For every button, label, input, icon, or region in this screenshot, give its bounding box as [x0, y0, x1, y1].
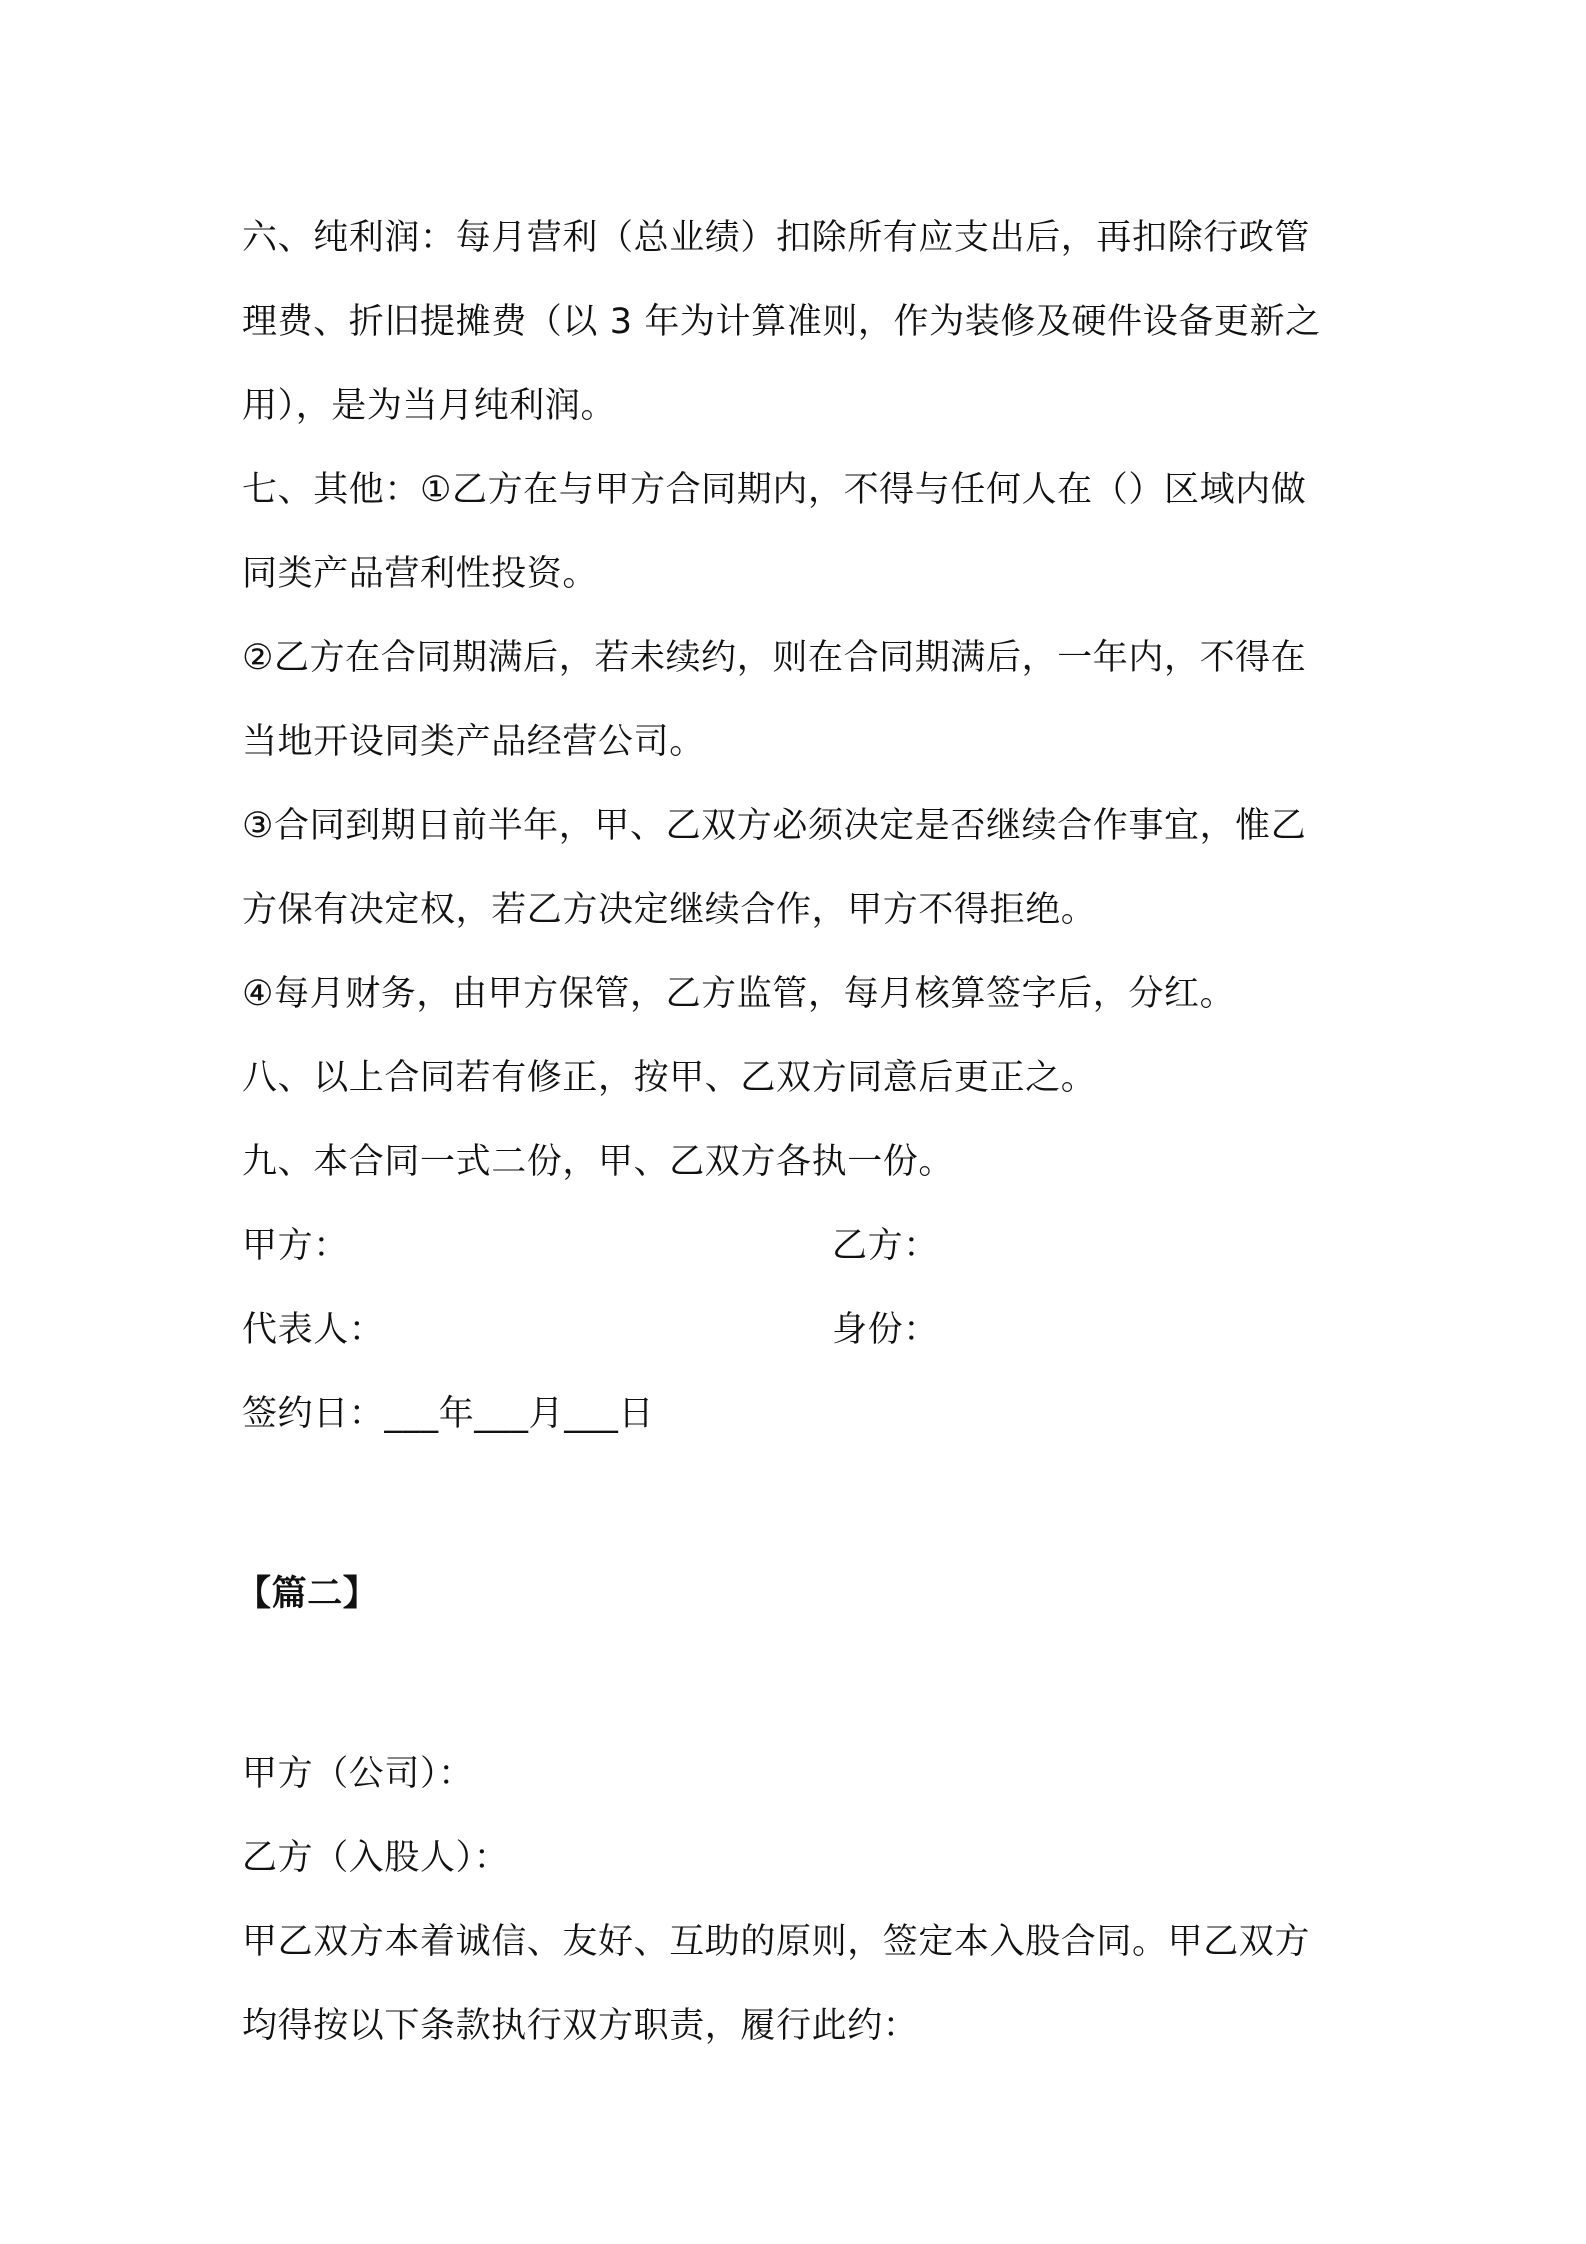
signature-row-representative — [242, 1288, 1362, 1372]
representative-label: 代表人： — [242, 1310, 385, 1350]
section-2-title: 【篇二】 — [236, 1574, 379, 1614]
section-spacer — [242, 1456, 1362, 1552]
clause-9: 九、本合同一式二份，甲、乙双方各执一份。 — [242, 1142, 955, 1182]
clause-7-item-4: ④每月财务，由甲方保管，乙方监管，每月核算签字后，分红。 — [242, 974, 1236, 1014]
clause-6-line-2: 理费、折旧提摊费（以 3 年为计算准则，作为装修及硬件设备更新之 — [242, 302, 1321, 342]
clause-7-line-2: 同类产品营利性投资。 — [242, 554, 599, 594]
section-2-spacer — [242, 1636, 1362, 1732]
party-a-label: 甲方： — [242, 1226, 349, 1266]
document-content — [236, 196, 1362, 2068]
intro-line-2: 均得按以下条款执行双方职责，履行此约： — [242, 2006, 919, 2046]
clause-7-item-3-line-1: ③合同到期日前半年，甲、乙双方必须决定是否继续合作事宜，惟乙 — [242, 806, 1307, 846]
sign-date-line: 签约日：___年___月___日 — [242, 1394, 655, 1434]
party-a-company-label: 甲方（公司）： — [242, 1754, 474, 1794]
party-b-label: 乙方： — [832, 1226, 939, 1266]
clause-7-item-3-line-2: 方保有决定权，若乙方决定继续合作，甲方不得拒绝。 — [242, 890, 1097, 930]
clause-7-line-1: 七、其他：①乙方在与甲方合同期内，不得与任何人在（）区域内做 — [242, 470, 1307, 510]
party-b-shareholder-label: 乙方（入股人）： — [242, 1838, 510, 1878]
signature-row-parties — [242, 1204, 1362, 1288]
intro-line-1: 甲乙双方本着诚信、友好、互助的原则，签定本入股合同。甲乙双方 — [242, 1922, 1311, 1962]
clause-7-item-2-line-2: 当地开设同类产品经营公司。 — [242, 722, 705, 762]
identity-label: 身份： — [832, 1310, 939, 1350]
clause-6-line-3: 用），是为当月纯利润。 — [242, 386, 617, 426]
clause-7-item-2-line-1: ②乙方在合同期满后，若未续约，则在合同期满后，一年内，不得在 — [242, 638, 1307, 678]
clause-6-line-1: 六、纯利润：每月营利（总业绩）扣除所有应支出后，再扣除行政管 — [242, 218, 1311, 258]
clause-8: 八、以上合同若有修正，按甲、乙双方同意后更正之。 — [242, 1058, 1097, 1098]
